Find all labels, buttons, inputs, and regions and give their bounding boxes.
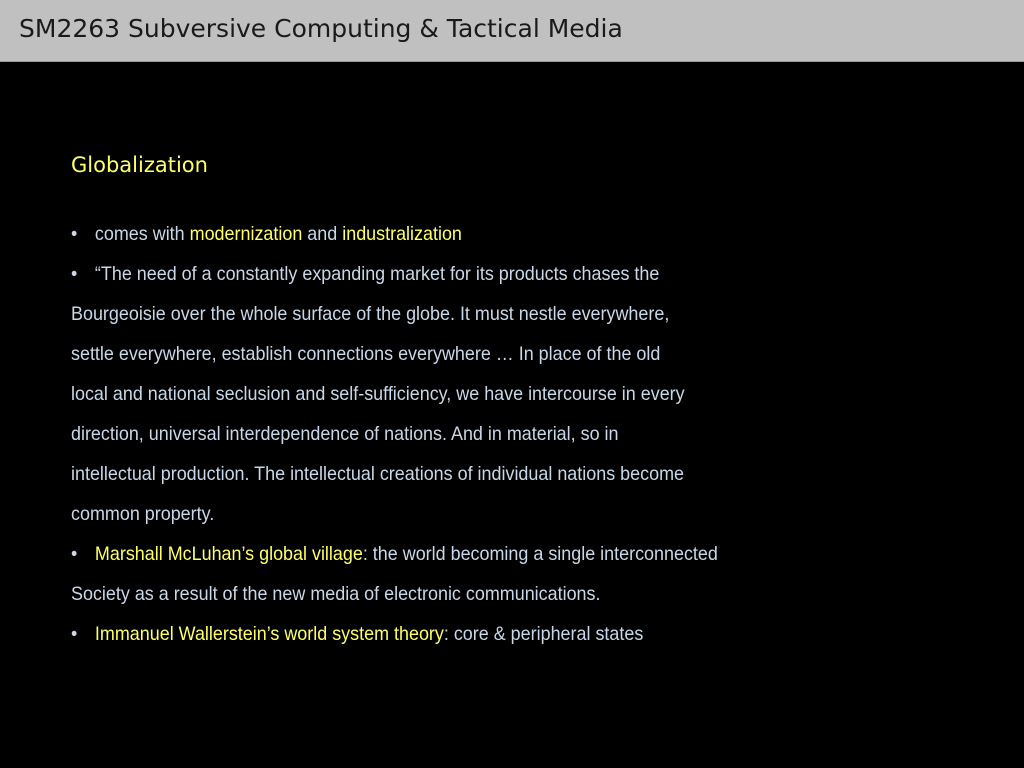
quote-line: Bourgeoisie over the whole surface of the globe. It must nestle everywhere, — [71, 303, 670, 325]
header-bar — [0, 0, 1024, 62]
point-description: : the world becoming a single interconnected — [362, 543, 718, 565]
bullet-point-world-system — [71, 620, 899, 660]
bullet-point-global-village — [71, 540, 899, 580]
quote-line: common property. — [71, 503, 215, 525]
bullet-icon: • — [71, 263, 78, 285]
point-connector: and — [302, 223, 343, 245]
course-title: SM2263 Subversive Computing & Tactical Media — [19, 14, 623, 43]
point-prefix: comes with — [94, 223, 190, 245]
bullet-icon: • — [71, 223, 78, 245]
term-world-system-theory: Immanuel Wallerstein’s world system theory — [94, 623, 444, 645]
quote-line: settle everywhere, establish connections everywhere … In place of the old — [71, 343, 661, 365]
quote-line: intellectual production. The intellectual creations of individual nations become — [71, 463, 684, 485]
bullet-point-modernization — [71, 220, 899, 260]
quote-text: “The need of a constantly expanding market for its products chases the — [94, 263, 660, 285]
quote-line: local and national seclusion and self-sufficiency, we have intercourse in every — [71, 383, 685, 405]
slide-heading: Globalization — [71, 153, 208, 177]
bullet-icon: • — [71, 623, 78, 645]
quote-line — [71, 260, 899, 300]
term-global-village: Marshall McLuhan’s global village — [94, 543, 363, 565]
term-industralization: industralization — [342, 223, 462, 245]
bullet-icon: • — [71, 543, 78, 565]
slide-body — [71, 220, 899, 660]
quote-line: direction, universal interdependence of nations. And in material, so in — [71, 423, 619, 445]
point-continuation: Society as a result of the new media of electronic communications. — [71, 583, 601, 605]
term-modernization: modernization — [189, 223, 303, 245]
point-description: : core & peripheral states — [443, 623, 644, 645]
